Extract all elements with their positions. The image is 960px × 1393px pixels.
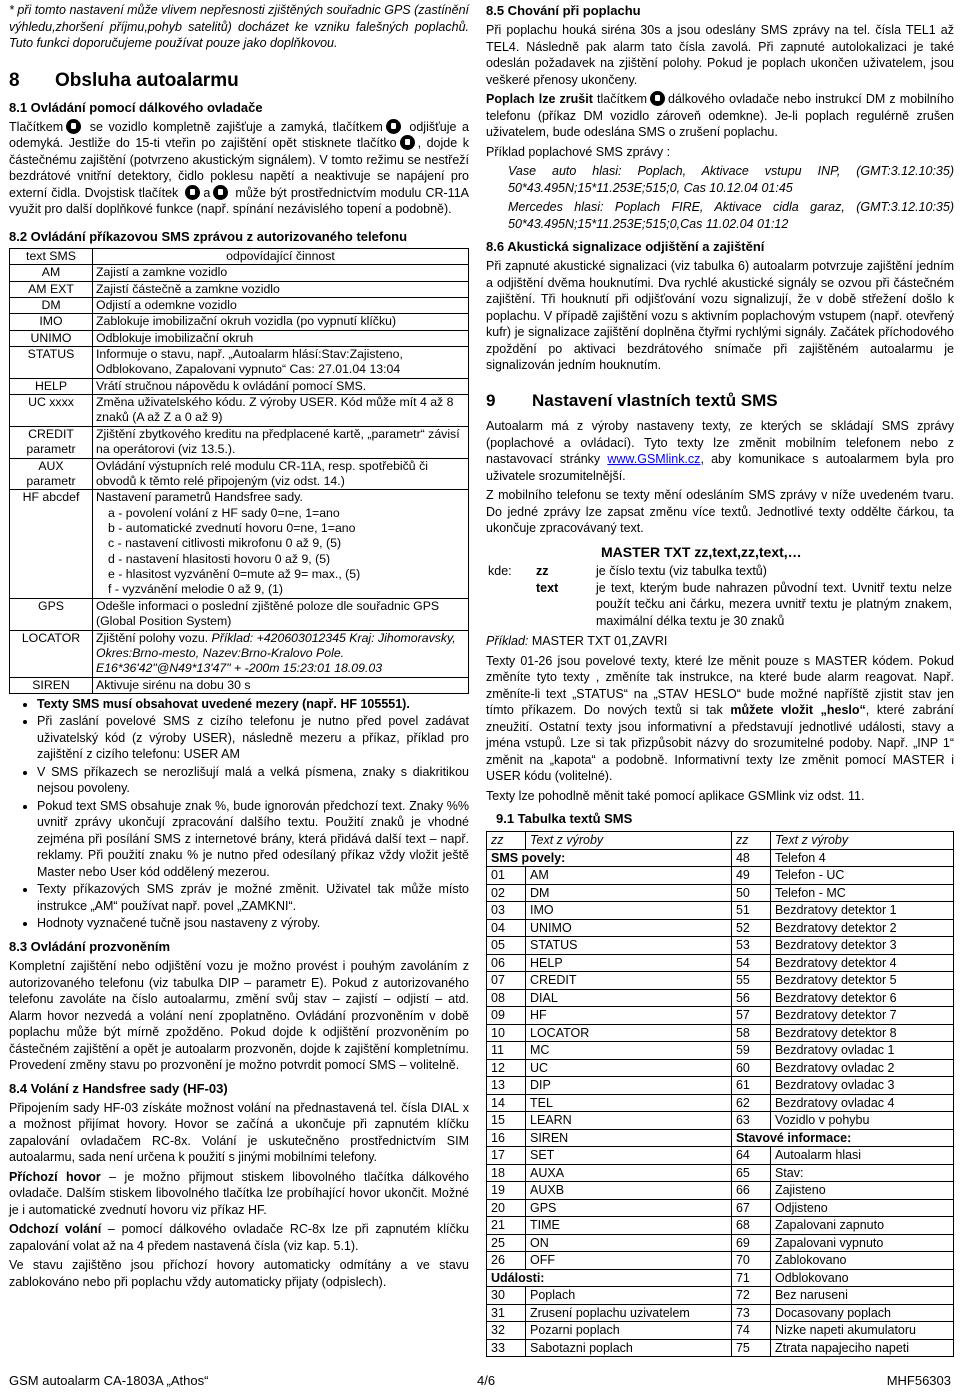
example-title: Příklad poplachové SMS zprávy :	[486, 144, 671, 159]
page-footer	[9, 1372, 951, 1388]
gps-note: * při tomto nastavení může vlivem nepřesnosti zjištěných souřadnic GPS (zastínění výhledu,zhoršení příjmu,pohyb satelitů) docházet ke vzniku falešných poplachů. Tuto funkci doporučujeme používat pouze jako doplňkovou.	[9, 3, 469, 50]
table-row: IMO Zablokuje imobilizační okruh vozidla (po vypnutí klíčku)	[10, 314, 469, 330]
table-row: 11 MC 59 Bezdratovy ovladac 1	[487, 1042, 954, 1060]
table-row: 10 LOCATOR 58 Bezdratovy detektor 8	[487, 1024, 954, 1042]
table-row: DM Odjistí a odemkne vozidlo	[10, 297, 469, 313]
section-8-4-last: Ve stavu zajištěno jsou příchozí hovory automaticky odmítány a ve stavu zablokováno nebo při poplachu vždy automaticky přijaty (odpislech).	[9, 1258, 469, 1289]
table-header-row: zz Text z výroby zz Text z výroby	[487, 832, 954, 850]
unlock-icon	[650, 91, 665, 106]
section-8-1-heading: 8.1 Ovládání pomocí dálkového ovladače	[9, 99, 263, 115]
section-8-heading: 8 Obsluha autoalarmu	[9, 69, 239, 91]
section-8-4-text: Připojením sady HF-03 získáte možnost volání na přednastavená tel. čísla DIAL x a možnost přijímat hovory. Hovor se začíná a ukončuje při zapnutém klíčku zapalování ovladačem RC-8x. Volání je uskutečněno prostřednictvím SIM autoalarmu, sada není určena k použití s jinými mobilními telefony.	[9, 1100, 469, 1165]
section-8-3-text: Kompletní zajištění nebo odjištění vozu je možno provést i pouhým zavoláním z autorizovaného telefonu (viz tabulka DIP – parametr E). Pokud z autorizovaného telefonu zavoláte na číslo autoalarmu, změní svůj stav – zajistí – odjistí – atd. Alarm hovor nezvedá a volání není zpoplatněno. Ovládání prozvoněním v době poplachu může být mírně zpožděno. Pokud dojde k odjištění prozvoněním po částečném zajištění a opět je autoalarm prozvoněn, dojde k zajištění kompletnímu. Provedení změny stavu po prozvonění je možno potvrdit pomocí SMS – volitelně.	[9, 959, 469, 1073]
table-row: Události: 71 Odblokovano	[487, 1269, 954, 1287]
table-row: CREDIT parametr Zjištění zbytkového kreditu na předplacené kartě, „parametr“ závisí na operátorovi (viz 13.5.).	[10, 426, 469, 458]
table-row: STATUS Informuje o stavu, např. „Autoalarm hlásí:Stav:Zajisteno, Odblokovano, Zapalovani vypnuto“ Cas: 27.01.04 13:04	[10, 347, 469, 379]
section-8-1-text: Tlačítkem se vozidlo kompletně zajišťuje a zamyká, tlačítkem odjišťuje a odemyká. Jestliže do 15-ti vteřin po zajištění opět stisknete tlačítko , dojde k částečnému zajištění (potvrzeno akustickým signálem). V tomto režimu se nestřeží bezdrátové vnitřní detektory, čidlo poklesu napětí a neaktivuje se napájení pro externí čidla. Dvojstisk tlačítek a může být prostřednictvím modulu CR-11A využit pro další doplňkové funkce (např. spínání nezávislého topení a podobně).	[9, 119, 469, 217]
section-8-5-heading: 8.5 Chování při poplachu	[486, 3, 641, 18]
list-item: • Texty příkazových SMS zpráv je možné změnit. Uživatel tak může místo instrukce „AM“ používat např. povel „ZAMKNI“.	[37, 881, 469, 914]
table-row: HF abcdef Nastavení parametrů Handsfree sady. a - povolení volání z HF sady 0=ne, 1=ano b - automatické zvednutí hovoru 0=ne, 1=ano c - nastavení citlivosti mikrofonu 0 až 9, (5) d - nastavení hlasitosti hovoru 0 až 9, (5) e - hlasitost vyzvánění 0=mute až 9= max., (5) f - vyzvánění melodie 0 až 9, (1)	[10, 490, 469, 599]
example-sms-2: Mercedes hlasi: Poplach FIRE, Aktivace cidla garaz, (GMT:3.12.10:35) 50*43.495N;15*11.253E;515;0,Cas 11.02.04 01:12	[508, 200, 954, 231]
table-row: 32 Pozarni poplach 74 Nizke napeti akumulatoru	[487, 1322, 954, 1340]
unlock-icon	[213, 185, 228, 200]
lock-icon	[66, 119, 81, 134]
table-row: 04 UNIMO 52 Bezdratovy detektor 2	[487, 919, 954, 937]
table-row: AUX parametr Ovládání výstupních relé modulu CR-11A, resp. spotřebičů či obvodů k těmto relé připojeným (viz odst. 14.)	[10, 458, 469, 490]
table-row: GPS Odešle informaci o poslední zjištěné poloze dle souřadnic GPS (Global Position System)	[10, 598, 469, 630]
table-row: 33 Sabotazni poplach 75 Ztrata napajeciho napeti	[487, 1339, 954, 1357]
table-row: 20 GPS 67 Odjisteno	[487, 1199, 954, 1217]
gsmlink-link[interactable]: www.GSMlink.cz	[607, 452, 701, 467]
section-9-text-2: Z mobilního telefonu se texty mění odesláním SMS zprávy v níže uvedeném tvaru. Do jedné zprávy lze zapsat změnu více textů. Jednotlivé texty oddělte čárkou, ta ukončuje zpracovávaný text.	[486, 488, 954, 536]
table-row: 16 SIREN Stavové informace:	[487, 1129, 954, 1147]
table-header-row: text SMS odpovídající činnost	[10, 248, 469, 264]
table-row: 21 TIME 68 Zapalovani zapnuto	[487, 1217, 954, 1235]
table-row: 15 LEARN 63 Vozidlo v pohybu	[487, 1112, 954, 1130]
table-row: LOCATOR Zjištění polohy vozu. Příklad: +420603012345 Kraj: Jihomoravsky, Okres:Brno-mesto, Nazev:Brno-Kralovo Pole. E16*36'42"@N49*13'47" + -200m 15:23:01 18.09.03	[10, 630, 469, 677]
section-8-3-heading: 8.3 Ovládání prozvoněním	[9, 938, 171, 954]
sms-command-table	[9, 248, 469, 694]
section-9-text-4: Texty lze pohodlně měnit také pomocí aplikace GSMlink viz odst. 11.	[486, 788, 865, 803]
table-row: 05 STATUS 53 Bezdratovy detektor 3	[487, 937, 954, 955]
table-row: 18 AUXA 65 Stav:	[487, 1164, 954, 1182]
footer-code: MHF56303	[886, 1373, 951, 1388]
table-row: text je text, kterým bude nahrazen původní text. Uvnitř textu nelze použít tečku ani čárku, mezera uvnitř textu je platným znakem, maximální délka textu je 30 znaků	[536, 580, 952, 628]
page-number: 4/6	[477, 1373, 496, 1388]
table-row: AM EXT Zajistí částečně a zamkne vozidlo	[10, 281, 469, 297]
table-row: HELP Vrátí stručnou nápovědu k ovládání pomocí SMS.	[10, 378, 469, 394]
table-row: 19 AUXB 66 Zajisteno	[487, 1182, 954, 1200]
section-8-6-heading: 8.6 Akustická signalizace odjištění a zajištění	[486, 239, 765, 255]
list-item: • V SMS příkazech se nerozlišují malá a velká písmena, znaky s diakritikou nejsou povoleny.	[37, 764, 469, 797]
alarm-cancel-text: Poplach lze zrušit tlačítkem dálkového ovladače nebo instrukcí DM z mobilního telefonu (příkaz DM vozidlo zároveň odemkne). Je-li poplach regulérně zrušen uživatelem, bude odeslána SMS o zrušení poplachu.	[486, 92, 954, 140]
table-row: UC xxxx Změna uživatelského kódu. Z výroby USER. Kód může mít 4 až 8 znaků (A až Z a 0 až 9)	[10, 395, 469, 427]
list-item: • Pokud text SMS obsahuje znak %, bude ignorován předchozí text. Znaky %% uvnitř zprávy ukončují zpracování dalšího textu. Použití znaků je vhodné zejména při posílání SMS z internetové brány, která přidává další text – např. reklamy. Při použití znaku % je nutno před odesílaný příkaz vždy vložit ještě Master nebo User kód oddělený mezerou.	[37, 798, 469, 881]
list-item: • Při zaslání povelové SMS z cizího telefonu je nutno před povel zadávat uživatelský kód (z výroby USER), následně mezeru a příkaz, příklad pro zajištění z cizího telefonu: USER AM	[37, 713, 469, 763]
table-row: 07 CREDIT 55 Bezdratovy detektor 5	[487, 972, 954, 990]
table-row: 26 OFF 70 Zablokovano	[487, 1252, 954, 1270]
table-row: SIREN Aktivuje sirénu na dobu 30 s	[10, 677, 469, 693]
section-8-2-heading: 8.2 Ovládání příkazovou SMS zprávou z autorizovaného telefonu	[9, 228, 408, 244]
table-row: UNIMO Odblokuje imobilizační okruh	[10, 330, 469, 346]
lock-icon	[400, 135, 415, 150]
table-row: 08 DIAL 56 Bezdratovy detektor 6	[487, 989, 954, 1007]
section-9-text-3: Texty 01-26 jsou povelové texty, které lze měnit pouze s MASTER kódem. Pokud změníte tyto texty , změníte tak instrukce, na které bude alarm reagovat. Např. změníte-li text „STATUS“ na „STAV HESLO“ bude možné napříště zjistit stav jen tímto příkazem. Do nových textů si tak můžete vložit „heslo“, které zabrání zneužití. Ostatní texty jsou informativní a představují jednotlivé události, stavy a jména vstupů. Lze si tak přizpůsobit názvy do srozumitelné podoby. Např. „INP 1“ změnit na „kapota“ a podobně. Informativní texty lze změnit pomocí MASTER i USER kódu (volitelné).	[486, 653, 954, 784]
master-command: MASTER TXT zz,text,zz,text,…	[601, 543, 802, 560]
list-item: • Texty SMS musí obsahovat uvedené mezery (např. HF 105551).	[37, 696, 469, 713]
table-row: 09 HF 57 Bezdratovy detektor 7	[487, 1007, 954, 1025]
unlock-icon	[386, 119, 401, 134]
outgoing-call-text: Odchozí volání – pomocí dálkového ovladače RC-8x lze při zapnutém klíčku zapalování volat až na 4 předem nastavená čísla (viz kap. 5.1).	[9, 1222, 469, 1253]
table-row: 06 HELP 54 Bezdratovy detektor 4	[487, 954, 954, 972]
table-row: 03 IMO 51 Bezdratovy detektor 1	[487, 902, 954, 920]
incoming-call-text: Příchozí hovor – je možno přijmout stiskem libovolného tlačítka dálkového ovladače. Dalším stiskem libovolného tlačítka lze probíhající hovor ukončit. Možné je i automatické zvednutí hovoru viz příkaz HF.	[9, 1169, 469, 1217]
example-sms-1: Vase auto hlasi: Poplach, Aktivace vstupu INP, (GMT:3.12.10:35) 50*43.495N;15*11.253E;515;0, Cas 10.12.04 01:45	[508, 164, 954, 195]
section-8-4-heading: 8.4 Volání z Handsfree sady (HF-03)	[9, 1080, 228, 1096]
sms-text-table	[486, 831, 954, 1357]
section-9-text-1: Autoalarm má z výroby nastaveny texty, ze kterých se skládají SMS zprávy (poplachové a ovládací). Tyto texty lze změnit mobilním telefonem nebo z nastavovací stránky www.GSMlink.cz, aby komunikace s autoalarmem byla pro uživatele srozumitelnější.	[486, 419, 954, 483]
table-row: 25 ON 69 Zapalovani vypnuto	[487, 1234, 954, 1252]
section-9-heading: 9 Nastavení vlastních textů SMS	[486, 390, 778, 410]
table-row: 13 DIP 61 Bezdratovy ovladac 3	[487, 1077, 954, 1095]
table-row: AM Zajistí a zamkne vozidlo	[10, 265, 469, 281]
table-row: kde: zz je číslo textu (viz tabulka textů)	[488, 564, 767, 579]
section-8-6-text: Při zapnuté akustické signalizaci (viz tabulka 6) autoalarm potvrzuje zajištění jedním a odjištění dvěma houknutími. Dva rychlé akustické signály se ozvou při částečném zajištění. Tři houknutí při odjišťování vozu signalizují, že v době střežení došlo k poplachu. V případě zajištění vozu s aktivním poplachovým vstupem (např. otevřený kufr) je signalizace zajištění doplněna čtyřmi rychlými signály. Začátek příchodového zpoždění po aktivaci bezdrátového snímače při zajištěném autoalarmu je signalizován jedním houknutím.	[486, 259, 954, 373]
example-line: Příklad: MASTER TXT 01,ZAVRI	[486, 634, 668, 649]
lock-icon	[185, 185, 200, 200]
section-9-1-heading: 9.1 Tabulka textů SMS	[496, 811, 633, 827]
left-column	[9, 2, 469, 1293]
section-8-5-text: Při poplachu houká siréna 30s a jsou odeslány SMS zprávy na tel. čísla TEL1 až TEL4. Následně pak alarm tato čísla zavolá. Při zapnuté autolokalizaci je také odeslán požadavek na zjištění polohy. Pokud je poplach ukončen uživatelem, jsou veškeré přenosy ukončeny.	[486, 23, 954, 87]
table-row: 12 UC 60 Bezdratovy ovladac 2	[487, 1059, 954, 1077]
sms-notes-list	[9, 696, 469, 932]
table-row: 31 Zrusení poplachu uzivatelem 73 Docasovany poplach	[487, 1304, 954, 1322]
right-column	[486, 2, 954, 1357]
table-row: 01 AM 49 Telefon - UC	[487, 867, 954, 885]
table-row: 02 DM 50 Telefon - MC	[487, 884, 954, 902]
list-item: • Hodnoty vyznačené tučně jsou nastaveny z výroby.	[37, 915, 469, 932]
table-row: 30 Poplach 72 Bez naruseni	[487, 1287, 954, 1305]
table-row: 14 TEL 62 Bezdratovy ovladac 4	[487, 1094, 954, 1112]
syntax-table	[486, 563, 954, 629]
table-row: 17 SET 64 Autoalarm hlasi	[487, 1147, 954, 1165]
footer-title: GSM autoalarm CA-1803A „Athos“	[9, 1373, 209, 1388]
table-row: SMS povely: 48 Telefon 4	[487, 849, 954, 867]
